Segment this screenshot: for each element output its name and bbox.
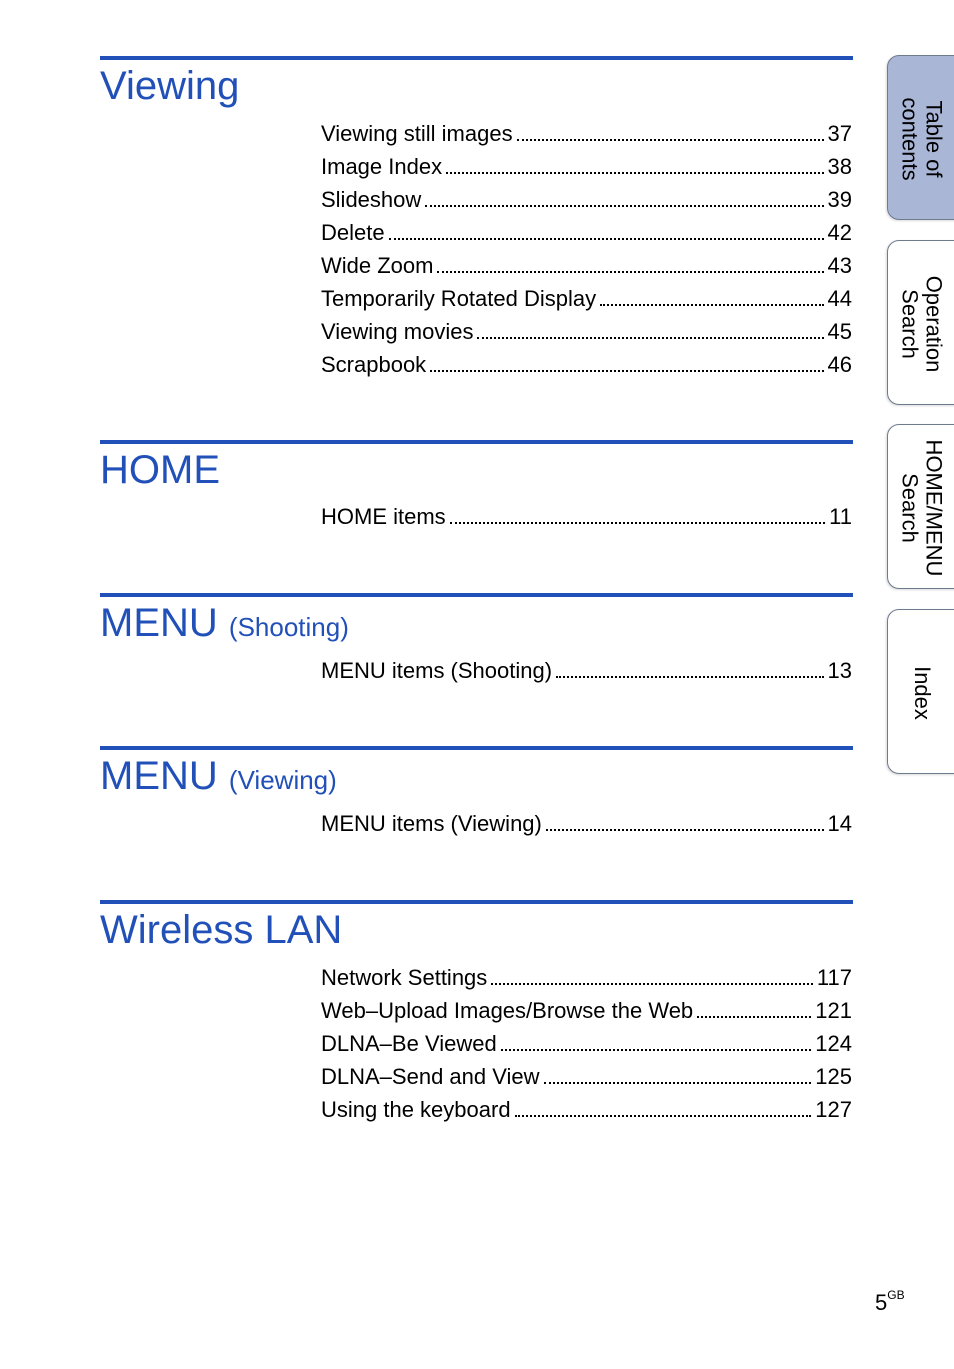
- toc-entry[interactable]: Using the keyboard 127: [321, 1097, 852, 1122]
- tab-index[interactable]: [887, 609, 954, 774]
- toc-entry[interactable]: MENU items (Viewing) 14: [321, 811, 852, 836]
- toc-entry[interactable]: Viewing still images 37: [321, 121, 852, 146]
- section-title: HOME: [100, 448, 220, 492]
- section-menu-shooting: [100, 593, 853, 643]
- section-title: MENU: [100, 754, 218, 798]
- page-number-suffix: GB: [887, 1287, 905, 1302]
- section-menu-viewing: [100, 746, 853, 796]
- section-heading: [100, 910, 853, 950]
- section-wireless-lan: [100, 900, 853, 950]
- tab-table-of-contents[interactable]: [887, 55, 954, 220]
- tab-label: Table of contents: [897, 96, 947, 181]
- toc-entry[interactable]: Web–Upload Images/Browse the Web 121: [321, 998, 852, 1023]
- entries-viewing: [321, 117, 852, 381]
- toc-entry[interactable]: MENU items (Shooting) 13: [321, 658, 852, 683]
- tab-operation-search[interactable]: [887, 240, 954, 405]
- section-heading: [100, 450, 853, 490]
- section-heading: [100, 66, 853, 106]
- tab-label: Index: [909, 665, 935, 720]
- section-subtitle: (Viewing): [228, 765, 337, 795]
- section-subtitle: (Shooting): [228, 612, 349, 642]
- section-rule: [100, 900, 853, 904]
- section-title: Viewing: [100, 64, 240, 108]
- entries-home: [321, 500, 852, 533]
- tab-label: Operation Search: [897, 275, 947, 372]
- toc-entry[interactable]: Scrapbook 46: [321, 352, 852, 377]
- toc-entry[interactable]: DLNA–Be Viewed 124: [321, 1031, 852, 1056]
- section-rule: [100, 746, 853, 750]
- entries-menu-viewing: [321, 807, 852, 840]
- page-number: $5^{GB}$: [875, 1287, 905, 1315]
- toc-entry[interactable]: Wide Zoom 43: [321, 253, 852, 278]
- toc-entry[interactable]: HOME items 11: [321, 504, 852, 529]
- toc-entry[interactable]: Delete 42: [321, 220, 852, 245]
- toc-entry[interactable]: Viewing movies 45: [321, 319, 852, 344]
- section-title: MENU: [100, 601, 218, 645]
- toc-entry[interactable]: Temporarily Rotated Display 44: [321, 286, 852, 311]
- tab-home-menu-search[interactable]: [887, 424, 954, 589]
- section-viewing: [100, 56, 853, 106]
- entries-wireless-lan: [321, 961, 852, 1126]
- section-home: [100, 440, 853, 490]
- tab-label: HOME/MENU Search: [897, 439, 947, 576]
- toc-entry[interactable]: Image Index 38: [321, 154, 852, 179]
- section-rule: [100, 440, 853, 444]
- section-heading: [100, 756, 853, 796]
- entries-menu-shooting: [321, 654, 852, 687]
- section-rule: [100, 593, 853, 597]
- section-title: Wireless LAN: [100, 908, 343, 952]
- toc-entry[interactable]: Network Settings 117: [321, 965, 852, 990]
- toc-entry[interactable]: Slideshow 39: [321, 187, 852, 212]
- toc-entry[interactable]: DLNA–Send and View 125: [321, 1064, 852, 1089]
- section-rule: [100, 56, 853, 60]
- section-heading: [100, 603, 853, 643]
